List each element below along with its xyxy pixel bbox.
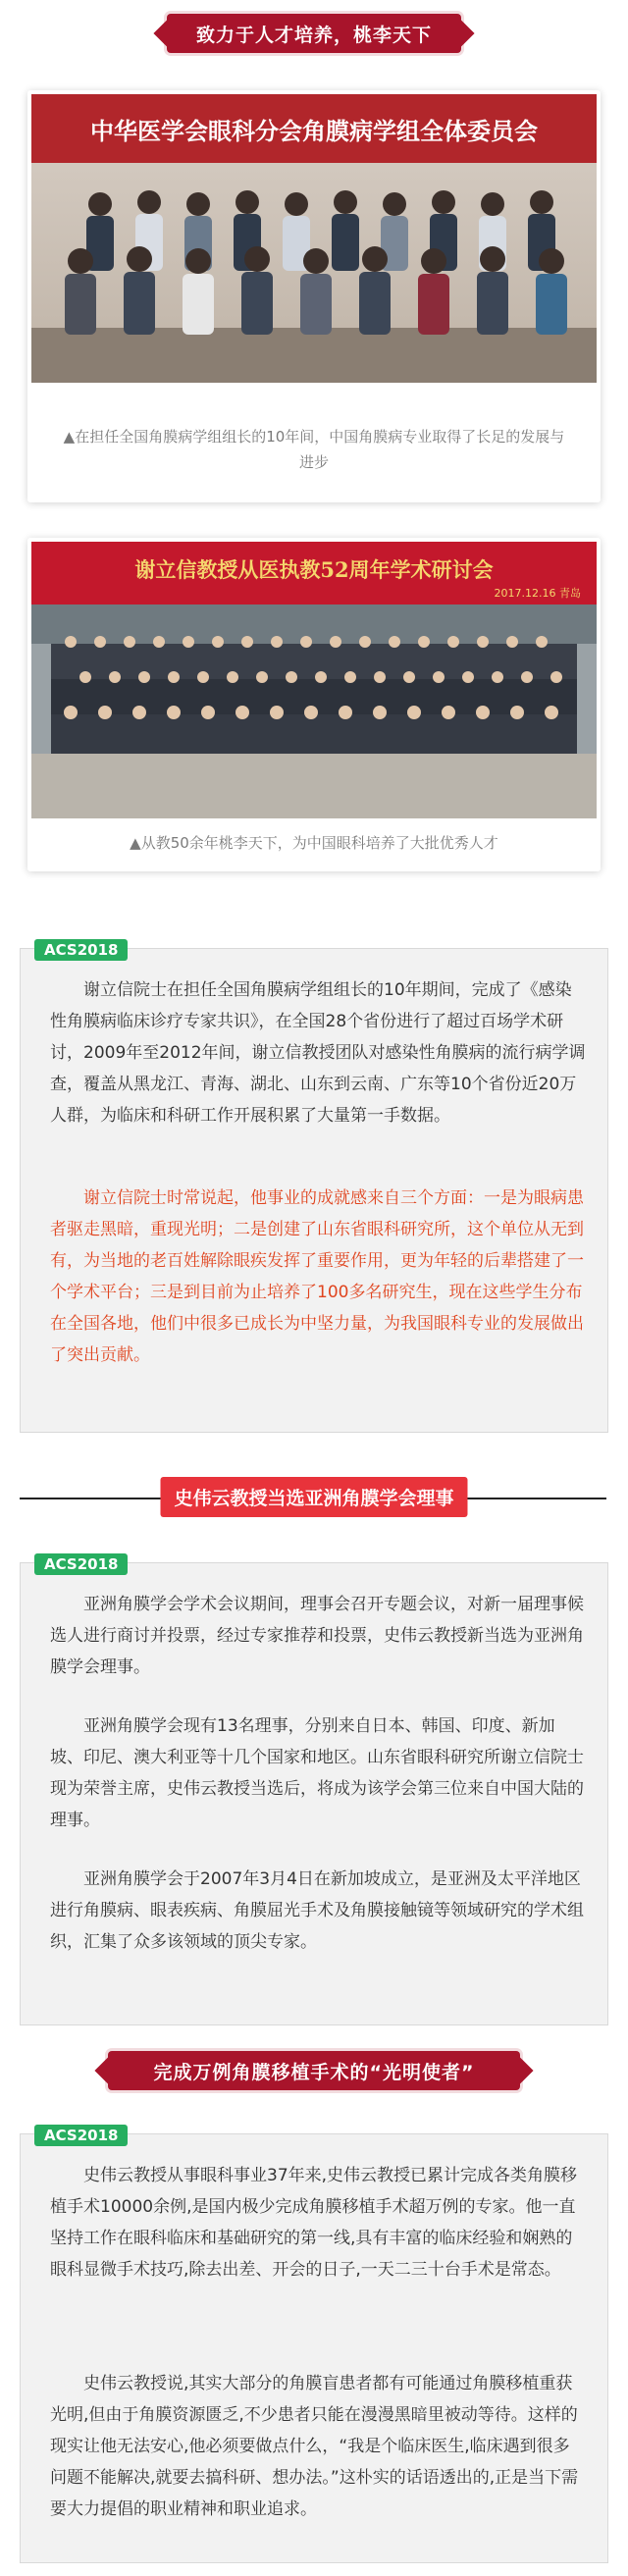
banner-title: 完成万例角膜移植手术的“光明使者” (153, 2061, 475, 2083)
group-photo-illustration (31, 94, 597, 383)
highlight-paragraph: 谢立信院士时常说起，他事业的成就感来自三个方面：一是为眼病患者驱走黑暗，重现光明；二是创建了山东省眼科研究所，这个单位从无到有，为当地的老百姓解除眼疾发挥了重要作用，更为年轻的后辈搭建了一个学术平台；三是到目前为止培养了100多名研究生，现在这些学生分布在全国各地，他们中很多已成长为中坚力量，为我国眼科专业的发展做出了突出贡献。 (50, 1188, 584, 1365)
paragraph: 亚洲角膜学会现有13名理事，分别来自日本、韩国、印度、新加坡、印尼、澳大利亚等十几个国家和地区。山东省眼科研究所谢立信院士现为荣誉主席，史伟云教授当选后，将成为该学会第三位来自中国大陆的理事。 (50, 1716, 584, 1830)
photo-caption: ▲从教50余年桃李天下，为中国眼科培养了大批优秀人才 (130, 834, 498, 852)
banner-title: 致力于人才培养，桃李天下 (195, 24, 432, 46)
section-banner-talent (167, 14, 461, 53)
photo-caption: ▲在担任全国角膜病学组组长的10年间，中国角膜病专业取得了长足的发展与进步 (63, 428, 565, 471)
section-title-apacs: 史伟云教授当选亚洲角膜学会理事 (160, 1477, 467, 1517)
photo-card-symposium (27, 538, 601, 871)
group-photo-symposium (31, 542, 597, 818)
section-banner-bright (108, 2051, 520, 2090)
photo-card-committee (27, 90, 601, 502)
paragraph: 史伟云教授说,其实大部分的角膜盲患者都有可能通过角膜移植重获光明,但由于角膜资源匮乏,不少患者只能在漫漫黑暗里被动等待。这样的现实让他无法安心,他必须要做点什么，“我是个临床医生,临床遇到很多问题不能解决,就要去搞科研、想办法。”这朴实的话语透出的,正是当下需要大力提倡的职业精神和职业追求。 (50, 2374, 579, 2519)
article-box-xie (20, 941, 608, 1433)
group-photo-illustration (31, 542, 597, 818)
article-box-apacs (20, 1555, 608, 2025)
group-photo-committee (31, 94, 597, 383)
signboard-text: 中华医学会眼科分会角膜病学组全体委员会 (90, 118, 538, 145)
paragraph: 史伟云教授从事眼科事业37年来,史伟云教授已累计完成各类角膜移植手术10000余例,是国内极少完成角膜移植手术超万例的专家。他一直坚持工作在眼科临床和基础研究的第一线,具有丰富的临床经验和娴熟的眼科显微手术技巧,除去出差、开会的日子,一天二三十台手术是常态。 (50, 2166, 578, 2280)
paragraph: 亚洲角膜学会于2007年3月4日在新加坡成立，是亚洲及太平洋地区进行角膜病、眼表疾病、角膜屈光手术及角膜接触镜等领域研究的学术组织，汇集了众多该领域的顶尖专家。 (50, 1869, 584, 1952)
section-tag: ACS2018 (34, 2125, 128, 2146)
paragraph: 谢立信院士在担任全国角膜病学组组长的10年期间，完成了《感染性角膜病临床诊疗专家共识》，在全国28个省份进行了超过百场学术研讨，2009年至2012年间，谢立信教授团队对感染性角膜病的流行病学调查，覆盖从黑龙江、青海、湖北、山东到云南、广东等10个省份近20万人群，为临床和科研工作开展积累了大量第一手数据。 (50, 980, 586, 1126)
paragraph: 亚洲角膜学会学术会议期间，理事会召开专题会议，对新一届理事候选人进行商讨并投票，经过专家推荐和投票，史伟云教授新当选为亚洲角膜学会理事。 (50, 1595, 584, 1677)
section-tag: ACS2018 (34, 939, 128, 961)
signboard-date: 2017.12.16 青岛 (494, 587, 581, 600)
article-box-shi (20, 2127, 608, 2563)
section-tag: ACS2018 (34, 1553, 128, 1575)
signboard-text: 谢立信教授从医执教52周年学术研讨会 (134, 557, 494, 582)
